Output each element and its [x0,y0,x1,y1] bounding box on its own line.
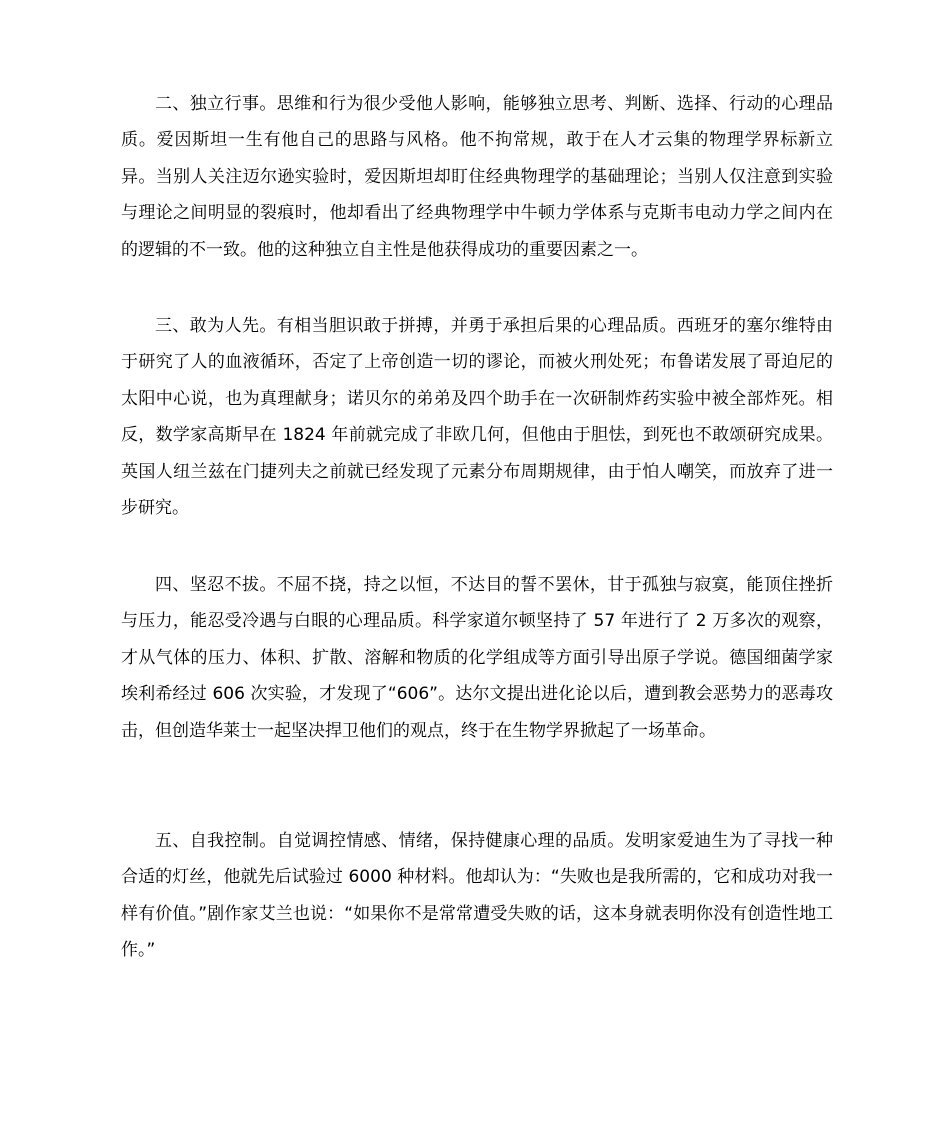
paragraph-independence: 二、独立行事。思维和行为很少受他人影响，能够独立思考、判断、选择、行动的心理品质。爱因斯坦一生有他自己的思路与风格。他不拘常规，敢于在人才云集的物理学界标新立异。当别人关注迈尔逊实验时，爱因斯坦却盯住经典物理学的基础理论；当别人仅注意到实验与理论之间明显的裂痕时，他却看出了经典物理学中牛顿力学体系与克斯韦电动力学之间内在的逻辑的不一致。他的这种独立自主性是他获得成功的重要因素之一。 [121,94,833,260]
paragraph-self-control: 五、自我控制。自觉调控情感、情绪，保持健康心理的品质。发明家爱迪生为了寻找一种合适的灯丝，他就先后试验过 6000 种材料。他却认为：“失败也是我所需的，它和成功对我一样有价值。”剧作家艾兰也说：“如果你不是常常遭受失败的话，这本身就表明你没有创造性地工作。” [121,831,833,961]
paragraph-daring: 三、敢为人先。有相当胆识敢于拼搏，并勇于承担后果的心理品质。西班牙的塞尔维特由于研究了人的血液循环，否定了上帝创造一切的谬论，而被火刑处死；布鲁诺发展了哥迫尼的太阳中心说，也为真理献身；诺贝尔的弟弟及四个助手在一次研制炸药实验中被全部炸死。相反，数学家高斯早在 1824 年前就完成了非欧几何，但他由于胆怯，到死也不敢颂研究成果。英国人纽兰兹在门捷列夫之前就已经发现了元素分布周期规律，由于怕人嘲笑，而放弃了进一步研究。 [121,316,833,519]
paragraph-perseverance: 四、坚忍不拔。不屈不挠，持之以恒，不达目的誓不罢休，甘于孤独与寂寞，能顶住挫折与压力，能忍受冷遇与白眼的心理品质。科学家道尔顿坚持了 57 年进行了 2 万多次的观察，才从气体的压力、体积、扩散、溶解和物质的化学组成等方面引导出原子学说。德国细菌学家埃利希经过 606 次实验，才发现了“606”。达尔文提出进化论以后，遭到教会恶势力的恶毒攻击，但创造华莱士一起坚决捍卫他们的观点，终于在生物学界掀起了一场革命。 [121,575,833,741]
